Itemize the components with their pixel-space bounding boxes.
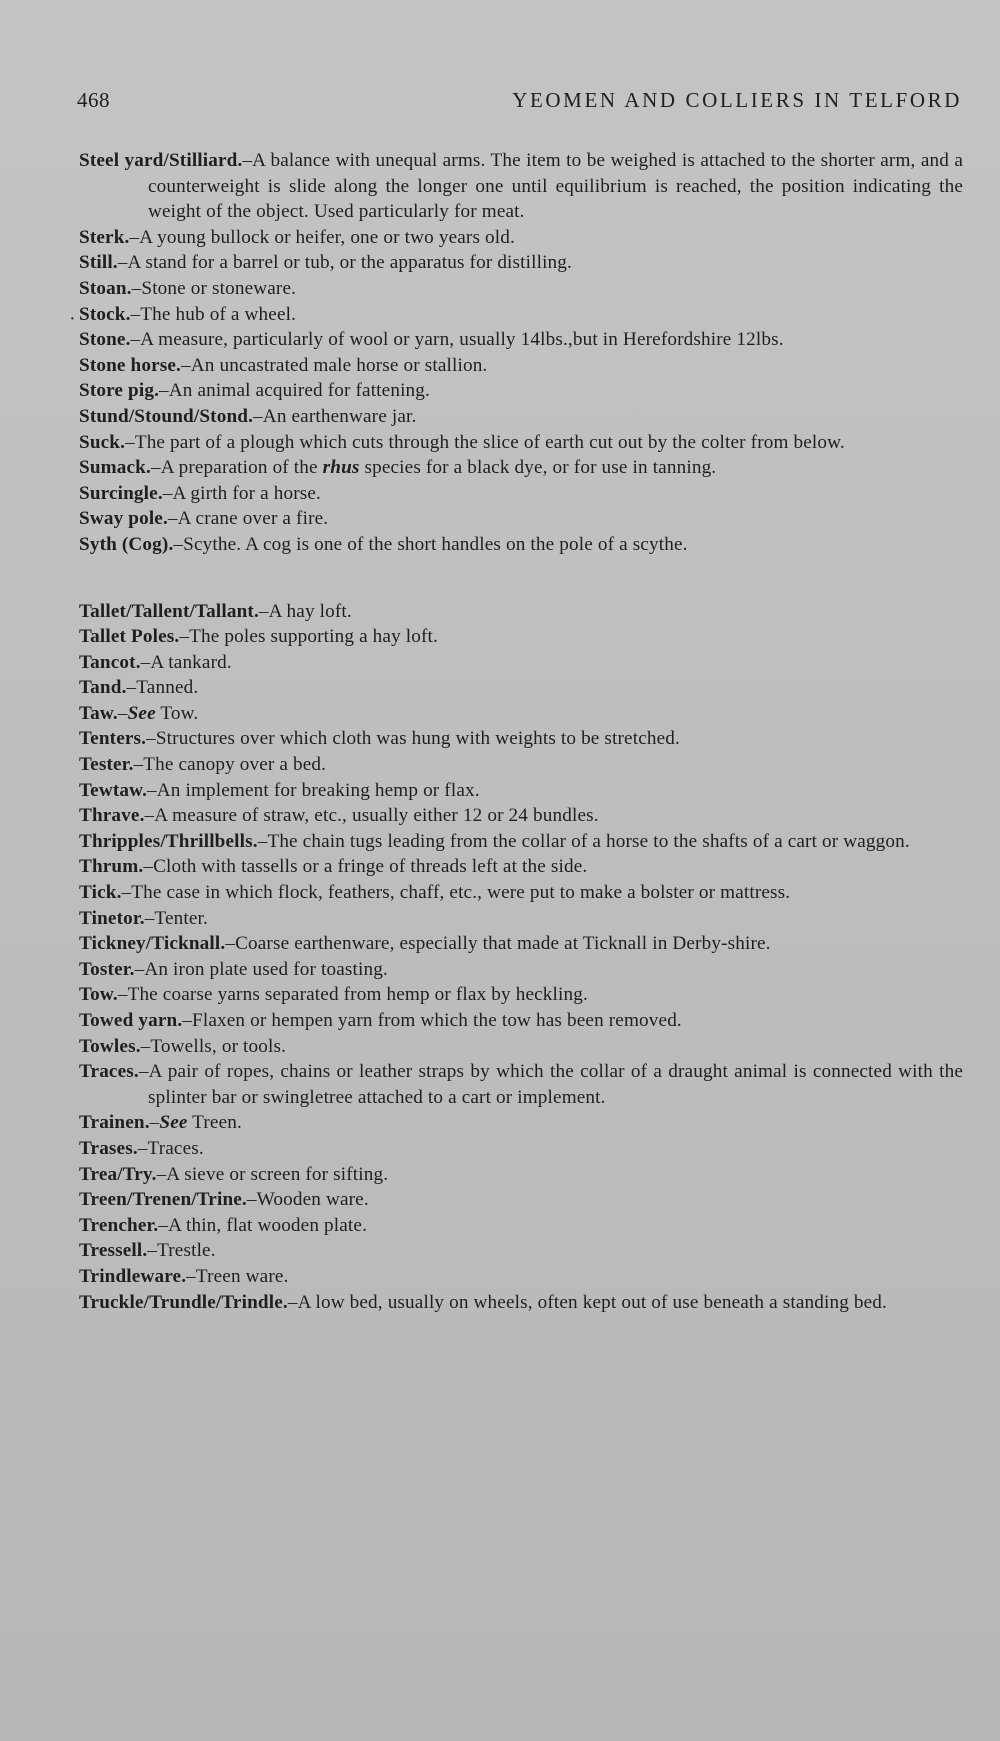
glossary-term: Stund/Stound/Stond.	[79, 405, 254, 427]
glossary-definition: –A measure of straw, etc., usually either 12 or 24 bundles.	[144, 805, 599, 827]
glossary-entry-suck	[79, 430, 963, 456]
glossary-definition: –The poles supporting a hay loft.	[179, 626, 438, 648]
glossary-term: Stone horse.	[79, 354, 182, 376]
glossary-entry-thrum	[79, 854, 963, 880]
glossary-term: Trencher.	[79, 1214, 159, 1236]
glossary-entry-tewtaw	[79, 778, 963, 804]
glossary-entry-tow	[79, 982, 963, 1008]
glossary-definition: –The case in which flock, feathers, chaff, etc., were put to make a bolster or mattress.	[121, 882, 791, 904]
glossary-entry-sterk	[79, 225, 963, 251]
glossary-term: Tenters.	[79, 728, 147, 750]
glossary-definition: –Trestle.	[147, 1240, 216, 1262]
glossary-term: Traces.	[79, 1061, 139, 1083]
glossary-definition: –A low bed, usually on wheels, often kept out of use beneath a standing bed.	[287, 1291, 887, 1313]
margin-dot-mark: ·	[70, 312, 75, 327]
glossary-entry-thripples	[79, 829, 963, 855]
glossary-entry-treen	[79, 1187, 963, 1213]
glossary-entry-stone-horse	[79, 353, 963, 379]
glossary-definition: –Tanned.	[126, 677, 199, 699]
glossary-term: Stone.	[79, 329, 131, 351]
glossary-entry-syth	[79, 532, 963, 558]
glossary-definition: –An iron plate used for toasting.	[134, 958, 388, 980]
glossary-term: Tick.	[79, 882, 122, 904]
glossary-term: Stock.	[79, 303, 131, 325]
glossary-entry-trainen	[79, 1110, 963, 1136]
page-header	[77, 88, 962, 120]
glossary-term: Taw.	[79, 702, 118, 724]
glossary-term: Syth (Cog).	[79, 533, 174, 555]
page-number: 468	[77, 88, 110, 112]
glossary-definition: –A measure, particularly of wool or yarn, usually 14lbs.,but in Herefordshire 12lbs.	[130, 329, 784, 351]
glossary-definition: –A girth for a horse.	[162, 482, 321, 504]
glossary-term: Sumack.	[79, 457, 151, 479]
glossary-term: Truckle/Trundle/Trindle.	[79, 1291, 288, 1313]
glossary-definition: –A crane over a fire.	[167, 508, 329, 530]
glossary-entry-surcingle	[79, 481, 963, 507]
glossary-definition: –The hub of a wheel.	[130, 303, 297, 325]
glossary-definition: –An implement for breaking hemp or flax.	[147, 779, 480, 801]
glossary-definition: –The coarse yarns separated from hemp or flax by heckling.	[117, 984, 588, 1006]
glossary-entry-steel-yard	[79, 148, 963, 225]
glossary-definition-end: Tow.	[155, 702, 199, 724]
glossary-entry-sway-pole	[79, 506, 963, 532]
glossary-definition: –An animal acquired for fattening.	[159, 380, 430, 402]
glossary-term: Still.	[79, 252, 118, 274]
glossary-entry-tenters	[79, 726, 963, 752]
glossary-term: Tallet/Tallent/Tallant.	[79, 600, 259, 622]
glossary-term: Sterk.	[79, 226, 130, 248]
glossary-term: Trea/Try.	[79, 1163, 157, 1185]
glossary-definition: –A hay loft.	[258, 600, 352, 622]
glossary-term: Towles.	[79, 1035, 141, 1057]
glossary-entry-tickney	[79, 931, 963, 957]
glossary-entry-tinetor	[79, 906, 963, 932]
glossary-entry-trases	[79, 1136, 963, 1162]
glossary-entry-stund	[79, 404, 963, 430]
glossary-definition: –Tenter.	[144, 907, 208, 929]
glossary-term: Treen/Trenen/Trine.	[79, 1189, 247, 1211]
glossary-definition: –Cloth with tassells or a fringe of threads left at the side.	[143, 856, 588, 878]
glossary-definition-start: –	[149, 1112, 160, 1134]
glossary-list	[79, 148, 963, 1315]
glossary-term: Tickney/Ticknall.	[79, 933, 226, 955]
glossary-definition: –Traces.	[137, 1137, 204, 1159]
glossary-definition: –A stand for a barrel or tub, or the apparatus for distilling.	[117, 252, 572, 274]
glossary-entry-tick	[79, 880, 963, 906]
glossary-entry-tester	[79, 752, 963, 778]
glossary-term: Tinetor.	[79, 907, 145, 929]
glossary-definition: –An uncastrated male horse or stallion.	[181, 354, 488, 376]
glossary-definition: –Stone or stoneware.	[131, 277, 297, 299]
glossary-term: Store pig.	[79, 380, 160, 402]
glossary-definition: –Scythe. A cog is one of the short handles on the pole of a scythe.	[173, 533, 688, 555]
glossary-definition: –The canopy over a bed.	[133, 754, 327, 776]
glossary-definition-italic: rhus	[322, 457, 360, 479]
glossary-definition: –Flaxen or hempen yarn from which the tow has been removed.	[182, 1010, 682, 1031]
glossary-term: Tancot.	[79, 651, 141, 673]
glossary-entry-toster	[79, 957, 963, 983]
glossary-term: Steel yard/Stilliard.	[79, 150, 243, 171]
glossary-entry-trindleware	[79, 1264, 963, 1290]
glossary-term: Towed yarn.	[79, 1010, 183, 1031]
glossary-definition: –A sieve or screen for sifting.	[156, 1163, 389, 1185]
glossary-entry-stock	[79, 302, 963, 328]
glossary-entry-tallet	[79, 599, 963, 625]
glossary-term: Tewtaw.	[79, 779, 148, 801]
glossary-entry-tancot	[79, 650, 963, 676]
glossary-term: Stoan.	[79, 277, 132, 299]
glossary-definition: –An earthenware jar.	[253, 405, 417, 427]
glossary-entry-stone	[79, 327, 963, 353]
glossary-definition-end: species for a black dye, or for use in tanning.	[359, 457, 717, 479]
glossary-entry-traces	[79, 1059, 963, 1110]
glossary-term: Tand.	[79, 677, 127, 699]
glossary-term: Tallet Poles.	[79, 626, 180, 648]
glossary-entry-trencher	[79, 1213, 963, 1239]
glossary-definition: –The part of a plough which cuts through the slice of earth cut out by the colter from below.	[125, 431, 845, 453]
glossary-entry-tand	[79, 675, 963, 701]
glossary-term: Suck.	[79, 431, 126, 453]
glossary-definition-start: –	[117, 702, 128, 724]
glossary-definition: –Structures over which cloth was hung with weights to be stretched.	[146, 728, 680, 750]
glossary-definition: –Wooden ware.	[246, 1189, 369, 1211]
glossary-entry-store-pig	[79, 378, 963, 404]
glossary-term: Sway pole.	[79, 508, 168, 530]
glossary-entry-taw	[79, 701, 963, 727]
glossary-definition-italic: See	[127, 702, 156, 724]
running-title: YEOMEN AND COLLIERS IN TELFORD	[512, 88, 962, 112]
glossary-definition-end: Treen.	[187, 1112, 242, 1134]
glossary-term: Tressell.	[79, 1240, 148, 1262]
glossary-definition: –The chain tugs leading from the collar of a horse to the shafts of a cart or waggon.	[257, 830, 910, 852]
glossary-entry-still	[79, 250, 963, 276]
glossary-term: Surcingle.	[79, 482, 163, 504]
glossary-definition: –Treen ware.	[186, 1265, 289, 1287]
glossary-term: Trindleware.	[79, 1265, 187, 1287]
glossary-entry-thrave	[79, 803, 963, 829]
glossary-entry-truckle	[79, 1290, 963, 1316]
glossary-term: Tester.	[79, 754, 134, 776]
glossary-term: Tow.	[79, 984, 118, 1006]
glossary-term: Thrave.	[79, 805, 145, 827]
glossary-term: Trases.	[79, 1137, 138, 1159]
glossary-definition: –A tankard.	[140, 651, 232, 673]
glossary-definition: –A balance with unequal arms. The item to be weighed is attached to the shorter arm, and a counterweight is slide along the longer one until equilibrium is reached, the position indicating the weight of the object. Used particularly for meat.	[148, 150, 963, 223]
glossary-definition: –A thin, flat wooden plate.	[158, 1214, 368, 1236]
glossary-term: Trainen.	[79, 1112, 150, 1134]
glossary-term: Thripples/Thrillbells.	[79, 830, 258, 852]
glossary-entry-towles	[79, 1034, 963, 1060]
glossary-entry-tressell	[79, 1238, 963, 1264]
glossary-definition-italic: See	[159, 1112, 188, 1134]
glossary-definition-start: –A preparation of the	[150, 457, 323, 479]
glossary-definition: –A young bullock or heifer, one or two years old.	[129, 226, 515, 248]
glossary-term: Thrum.	[79, 856, 144, 878]
glossary-definition: –A pair of ropes, chains or leather straps by which the collar of a draught animal is connected with the splinter bar or swingletree attached to a cart or implement.	[138, 1061, 963, 1108]
glossary-term: Toster.	[79, 958, 135, 980]
glossary-entry-sumack	[79, 455, 963, 481]
glossary-definition: –Towells, or tools.	[140, 1035, 287, 1057]
glossary-entry-trea	[79, 1162, 963, 1188]
glossary-entry-tallet-poles	[79, 624, 963, 650]
glossary-definition: –Coarse earthenware, especially that made at Ticknall in Derby-shire.	[225, 933, 771, 955]
glossary-entry-stoan	[79, 276, 963, 302]
glossary-entry-towed-yarn	[79, 1008, 963, 1034]
